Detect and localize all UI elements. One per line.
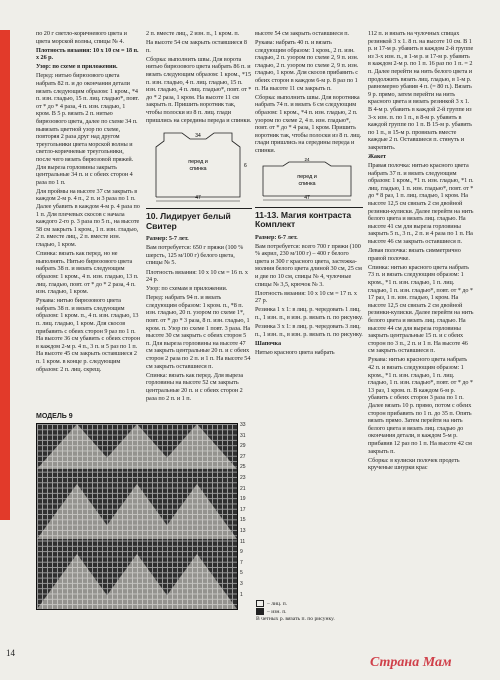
subheading: Жакет: [368, 153, 387, 160]
paragraph: Размер: 6-7 лет.: [255, 233, 298, 241]
row-number: 27: [240, 453, 246, 460]
purl-stitch-icon: [256, 608, 264, 615]
paragraph: Резинка 1 х 1: в лиц. р. чередовать 1 лиц. п., 1 изн. п., в изн. р. вязать п. по рисунку.: [255, 306, 363, 321]
paragraph: Узор: по схеме в приложении.: [36, 63, 118, 71]
knit-stitch-icon: [256, 600, 264, 607]
divider: [146, 208, 252, 209]
row-number: 19: [240, 496, 246, 503]
paragraph: Рукава: набрать 40 п. и вязать следующим образом: 1 кром., 2 п. изн. гладью, 2 п. узором по схеме 2, 9 п. изн. гладью, 2 п. узором по схеме 2, 9 п. изн. гладью, 1 кром. Для скосов прибавить с обеих сторон в каждом 6-м р. 8 раз по 1 п. На высоте 11 см закрыть п.: [255, 39, 359, 92]
paragraph: Рукава: нитью бирюзового цвета набрать 38 п. и вязать следующим образом: 1 кром. п., 4 п. изн. гладью, 13 п. лиц. гладью, 1 кром. Для скосов прибавить с обеих сторон 9 раз по 1 п. На высоте 36 см убавить с обеих сторон в каждом 2-м р. 4 п., 3 п. и 5 раз по 1 п. На высоте 45 см закрыть оставшиеся 2 п. 1 кром. в конце р. следующим образом: 2 п. лиц. скрещ.: [36, 297, 140, 373]
legend-text: – изн. п.: [267, 608, 287, 615]
paragraph: Нитью красного цвета набрать: [255, 348, 335, 356]
paragraph: Перед: нитью бирюзового цвета набрать 82 п. и до окончания детали вязать следующим образом: 1 кром., *4 п. изн. гладью, 15 п. лиц. гладью*, повт. от * до * 4 раза, 4 п. изн. гладью, 1 кром. В 5 р. вязать 2 п. нитью бирюзового цвета, далее по схеме 34 п. вывязать цветной узор по схеме, повторяя 2 раза друг над другом треугольники цвета морской волны и светло-коричневые треугольники, после чего вязать бирюзовой пряжей. Для выреза горловины закрыть центральные 34 п. и с обеих сторон 4 раза по 1 п.: [36, 72, 139, 186]
legend-text: – лиц. п.: [267, 600, 288, 607]
chart-grid: [36, 423, 238, 610]
paragraph: Левая полочка: вязать симметрично правой полочке.: [368, 247, 461, 262]
schema-drawing: [255, 158, 359, 202]
pattern-schema-1: [146, 127, 252, 205]
paragraph: Спинка: нитью красного цвета набрать 73 п. и вязать следующим образом: 1 кром., *1 п. изн. гладью, 1 п. лиц. гладью, 1 п. изн. гладью*, повт. от * до * 17 раз, 1 п. изн. гладью, 1 кром. На высоте 12,5 см связать 2 см двойной резинки-кулиски. Далее перейти на нить белого цвета и вязать лиц. гладью. На высоте 44 см для выреза горловины закрыть центральные 15 п. и с обеих сторон по 3 п., 2 п. и 1 п. На высоте 46 см закрыть оставшиеся п.: [368, 263, 474, 355]
row-number: 15: [240, 517, 246, 524]
watermark-logo: Страна Мам: [370, 655, 452, 670]
row-number: 13: [240, 527, 246, 534]
schema-label: перед и: [188, 159, 208, 166]
row-number: 5: [240, 570, 243, 577]
paragraph: Сборка: выполнить швы. Для воротника набрать 74 п. и вязать 6 см следующим образом: 1 кром., *4 п. изн. гладью, 2 п. узором по схеме 2, 4 п. изн. гладью*, повт. от * до * 4 раза, 1 кром. Пришить воротник так, чтобы полоски из 8 п. лиц. глади пришлись на середины переда и спинки.: [255, 93, 362, 154]
paragraph: Узор: по схемам в приложении.: [146, 285, 228, 293]
chart-pattern: [37, 424, 237, 609]
row-number: 17: [240, 506, 246, 513]
divider: [255, 207, 363, 208]
paragraph: 112 п. и вязать на чулочных спицах резинкой 3 х 1. 8 п. на высоте 10 см. В 1 р. и 17-м р. убавить в каждом 2-й группе из 3-х изн. п., в 1-м р. и 17-м р. убавить в каждом 2-м р. по 1 п. 16 раз по 1 п. = 2 п. Далее перейти на нить белого цвета и продолжить вязать лиц. гладью, в 1-м р. равномерно убавив 4 п. (= 80 п.). Вязать 9 р. прямо, затем перейти на нить красного цвета и вязать резинкой 3 х 1. В 4-м р. убавить в каждой 2-й группе из 3-х изн. п. по 1 п., в 8-м р. убавить в каждой группе по 1 п. В 15-м р. убавить по 1 п., в 15-м р. провязать вместе каждые 2 п. Оставшиеся п. стянуть и закрепить.: [368, 30, 474, 151]
schema-drawing: [146, 127, 250, 203]
paragraph: высоте 54 см закрыть оставшиеся п.: [255, 30, 350, 37]
knitting-chart: [34, 413, 266, 618]
legend-text: В четных р. вязать п. по рисунку.: [256, 615, 335, 622]
paragraph: Правая полочка: нитью красного цвета набрать 37 п. и вязать следующим образом: 1 кром., *1 п. изн. гладью, *1 п. лиц. гладью, 1 п. изн. гладью*, повт. от * до * 8 раз, 1 п. лиц. гладью, 1 кром. На высоте 12,5 см связать 2 см двойной резинки-кулиски. Далее перейти на нить белого цвета и вязать лиц. гладью. На высоте 41 см для выреза горловины закрыть 5 п., 3 п., 2 п. и 4 раза по 1 п. На высоте 46 см закрыть оставшиеся п.: [368, 162, 474, 246]
paragraph: Спинка: вязать как перед, но не выполнять. Нитью бирюзового цвета набрать 38 п. и вязать следующим образом: 1 кром., 4 п. изн. гладью, 13 п. лиц. гладью, повт. от * до * 2 раза, 4 п. изн. гладью, 1 кром.: [36, 250, 139, 296]
row-number: 29: [240, 443, 246, 450]
text-column-3: [255, 30, 363, 680]
schema-label: 24: [304, 157, 310, 162]
schema-label: 6: [244, 163, 247, 170]
schema-label: спинка: [298, 180, 316, 187]
row-number: 1: [240, 591, 243, 598]
schema-label: 34: [195, 133, 201, 140]
row-number: 25: [240, 464, 246, 471]
paragraph: Размер: 5-7 лет.: [146, 235, 189, 243]
schema-label: спинка: [189, 166, 207, 173]
row-number: 21: [240, 485, 246, 492]
paragraph: по 20 г светло-коричневого цвета и цвета морской волны, спицы № 4.: [36, 30, 127, 45]
paragraph: Для проймы на высоте 37 см закрыть в каждом 2-м р. 4 п., 2 п. и 3 раза по 1 п. Далее убавить в каждом 4-м р. 4 раза по 1 п. Для плечевых скосов с начала каждого 2-го р. 3 раза по 5 п., на высоте 58 см закрыть 1 кром., 1 п. изн. гладью, 2 п. вместе лиц., 2 п. вместе изн. гладью, 1 кром.: [36, 187, 140, 249]
paragraph: Спинка: вязать как перед. Для выреза горловины на высоте 52 см закрыть центральные 20 п. и с обеих сторон 2 раза по 2 п. и 1 п.: [146, 371, 244, 402]
section-heading: 10. Лидирует белый Свитер: [146, 211, 231, 231]
paragraph: 2 п. вместе лиц., 2 изн. п., 1 кром. п.: [146, 30, 240, 37]
text-column-4: [368, 30, 474, 680]
text-column-1: [36, 30, 140, 410]
row-number: 23: [240, 474, 246, 481]
row-number: 33: [240, 422, 246, 428]
row-number: 11: [240, 538, 246, 545]
chart-title: МОДЕЛЬ 9: [36, 413, 73, 420]
accent-bar: [0, 30, 10, 520]
paragraph: Плотность вязания: 10 х 10 см = 16 п. х 24 р.: [146, 268, 248, 284]
paragraph: Сборка: выполнить швы. Для ворота нитью бирюзового цвета набрать 86 п. и вязать следующим образом: 1 кром., *15 п. изн. гладью, 4 п. лиц. гладью, 15 п. изн. гладью, 4 п. лиц. гладью*, повт. от * до * 2 раза, 1 кром. На высоте 11 см закрыть п. Пришить воротник так, чтобы полоски из 8 п. лиц. глади пришлись на середины переда и спинки.: [146, 55, 252, 124]
paragraph: На высоте 54 см закрыть оставшиеся 8 п.: [146, 39, 247, 54]
chart-legend: [256, 600, 356, 623]
paragraph: Вам потребуется: всего 700 г пряжи (100 % акрил, 230 м/100 г) – 400 г белого цвета и 300 г красного цвета, застежка-молния белого цвета длиной 30 см, 25 см и две по 10 см, спицы № 4, чулочные спицы № 3,5, крючок № 3.: [255, 242, 362, 288]
schema-label: 47: [195, 195, 201, 202]
legend-item: [256, 608, 356, 616]
subheading: Шапочка: [255, 339, 282, 347]
pattern-schema-2: [255, 158, 363, 204]
page-number: 14: [6, 648, 15, 658]
paragraph: Перед: набрать 94 п. и вязать следующим образом: 1 кром. п., *8 п. изн. гладью, 20 п. узором по схеме 1*, повт. от * до * 3 раза, 8 п. изн. гладью, 1 кром. п. Узор по схеме 1 повт. 3 раза. На высоте 30 см закрыть с обеих сторон 5 п. Для выреза горловины на высоте 47 см закрыть центральные 20 п. и с обеих сторон 2 раза по 2 п. и 1 п. На высоте 54 см закрыть оставшиеся п.: [146, 294, 251, 370]
paragraph: Рукава: нитью красного цвета набрать 42 п. и вязать следующим образом: 1 кром., *1 п. изн. гладью, 1 п. лиц. гладью, 1 п. изн. гладью*, повт. от * до * 13 раз, 1 кром. п. В каждом 6-м р. убавить с обеих сторон 3 раза по 1 п. Далее вязать 10 р. прямо, потом с обеих сторон прибавить по 1 п. до 35 п. Опять вязать прямо. Затем перейти на нить белого цвета и вязать лиц. гладью до окончания детали, в каждом 5-м р. прибавив 12 раз по 1 п. На высоте 42 см закрыть п.: [368, 356, 473, 455]
paragraph: Плотность вязания: 10 х 10 см = 17 п. х 27 р.: [255, 289, 357, 305]
paragraph: Сборка: в кулиски полочек продеть крученые шнурки крас: [368, 456, 460, 472]
legend-item: [256, 600, 356, 608]
row-number: 31: [240, 432, 246, 439]
row-number: 7: [240, 559, 243, 566]
row-number: 9: [240, 549, 243, 556]
chart-row-numbers: [240, 423, 256, 598]
schema-label: 47: [304, 194, 310, 201]
paragraph: Плотность вязания: 10 х 10 см = 18 п. х 26 р.: [36, 46, 139, 62]
row-number: 3: [240, 580, 243, 587]
section-heading: 11-13. Магия контраста Комплект: [255, 209, 352, 229]
schema-label: перед и: [297, 173, 317, 180]
paragraph: Резинка 3 х 1: в лиц. р. чередовать 3 лиц. п., 1 изн. п., в изн. р. вязать п. по рисунку.: [255, 323, 363, 338]
legend-item: [256, 616, 356, 623]
paragraph: Вам потребуется: 650 г пряжи (100 % шерсть, 125 м/100 г) белого цвета, спицы № 5.: [146, 244, 244, 267]
